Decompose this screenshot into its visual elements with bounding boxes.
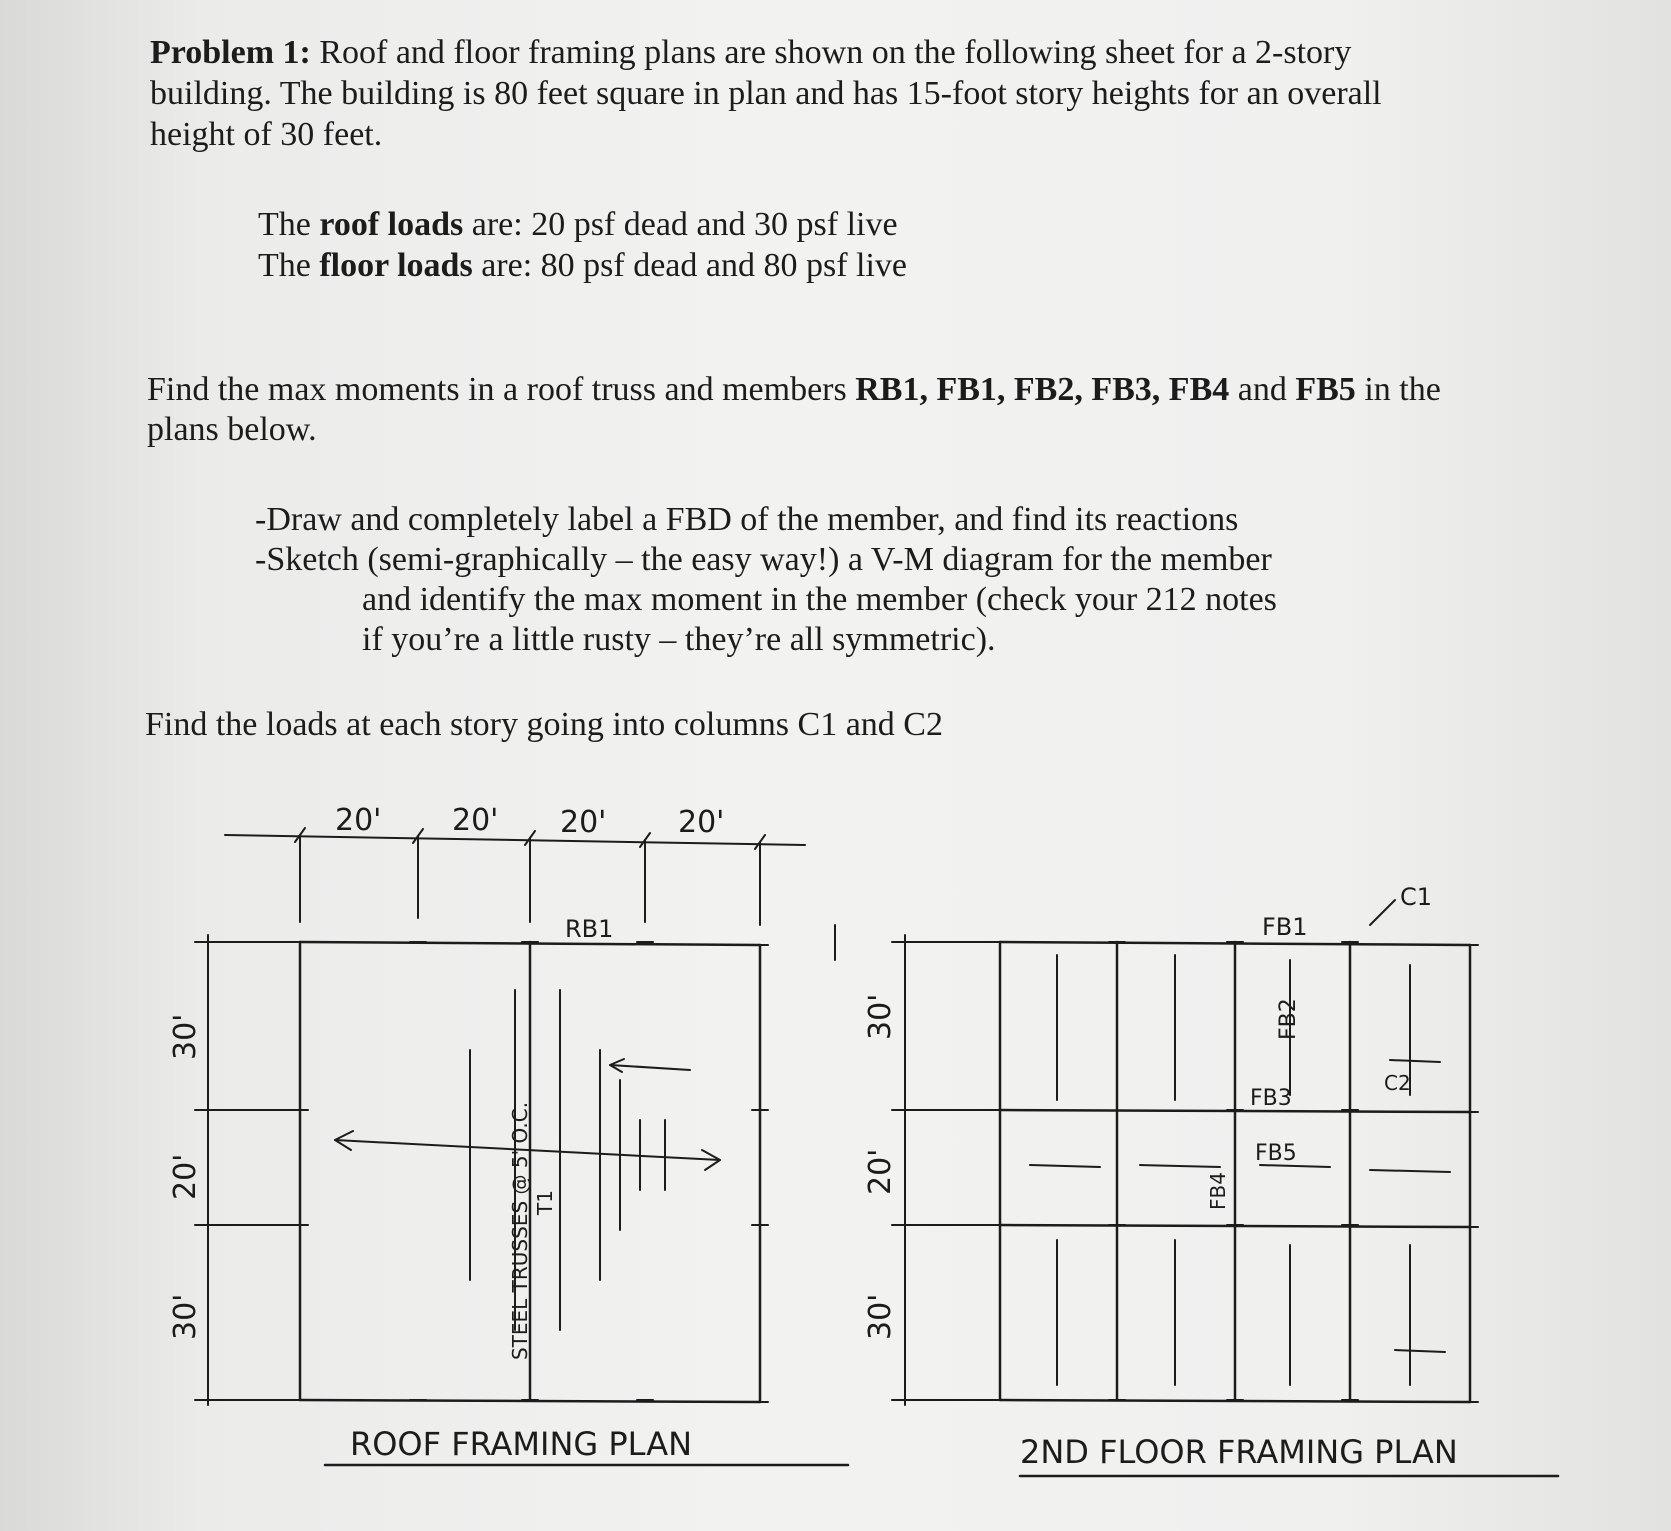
task-1-post: in the	[1355, 371, 1441, 408]
c1-label: C1	[1400, 883, 1433, 911]
fb4-label: FB4	[1206, 1172, 1230, 1210]
task-1-and: and	[1229, 371, 1296, 408]
task-1-members: RB1, FB1, FB2, FB3, FB4	[855, 371, 1230, 408]
task-1-line-2: plans below.	[147, 411, 317, 448]
floor-loads-pre: The	[258, 247, 320, 284]
task-1-last-member: FB5	[1295, 371, 1356, 408]
problem-label: Problem 1:	[150, 34, 311, 71]
floor-loads-label: floor loads	[319, 247, 473, 284]
step-1: -Draw and completely label a FBD of the member, and find its reactions	[255, 501, 1239, 538]
step-2-cont-1: and identify the max moment in the member (check your 212 notes	[362, 581, 1277, 618]
fb2-label: FB2	[1276, 998, 1301, 1040]
roof-top-dim-1: 20'	[335, 803, 382, 838]
step-2: -Sketch (semi-graphically – the easy way!) a V-M diagram for the member	[255, 541, 1272, 578]
fb1-label: FB1	[1262, 913, 1308, 941]
truss-note: STEEL TRUSSES @ 5' O.C.	[508, 1101, 532, 1360]
roof-loads-pre: The	[258, 206, 320, 243]
roof-top-dim-2: 20'	[452, 803, 499, 838]
problem-intro-line-3: height of 30 feet.	[150, 116, 383, 153]
roof-loads-values: are: 20 psf dead and 30 psf live	[463, 206, 898, 243]
problem-intro-line-2: building. The building is 80 feet square in plan and has 15-foot story heights for an overall	[150, 75, 1382, 112]
fb5-label: FB5	[1255, 1141, 1297, 1166]
task-2: Find the loads at each story going into columns C1 and C2	[145, 706, 943, 743]
roof-loads-label: roof loads	[319, 206, 464, 243]
roof-side-dim-3: 30'	[168, 1293, 203, 1340]
floor-framing-plan	[835, 883, 1558, 1476]
roof-plan-title: ROOF FRAMING PLAN	[350, 1425, 693, 1463]
fb3-label: FB3	[1250, 1086, 1292, 1111]
task-1-pre: Find the max moments in a roof truss and members	[147, 371, 856, 408]
truss-id: T1	[533, 1190, 557, 1215]
roof-side-dim-2: 20'	[168, 1153, 203, 1200]
intro-text-1: Roof and floor framing plans are shown on the following sheet for a 2-story	[319, 34, 1352, 71]
roof-top-dim-4: 20'	[678, 805, 725, 840]
roof-top-dim-3: 20'	[560, 805, 607, 840]
floor-side-dim-3: 30'	[863, 1293, 898, 1340]
floor-side-dim-1: 30'	[863, 993, 898, 1040]
roof-side-dim-1: 30'	[168, 1013, 203, 1060]
roof-framing-plan	[168, 803, 848, 1465]
rb1-label: RB1	[565, 915, 614, 943]
step-2-cont-2: if you’re a little rusty – they’re all symmetric).	[362, 621, 996, 658]
floor-side-dim-2: 20'	[863, 1148, 898, 1195]
floor-plan-title: 2ND FLOOR FRAMING PLAN	[1020, 1433, 1458, 1471]
floor-loads-values: are: 80 psf dead and 80 psf live	[472, 247, 908, 284]
c2-label: C2	[1384, 1071, 1411, 1095]
